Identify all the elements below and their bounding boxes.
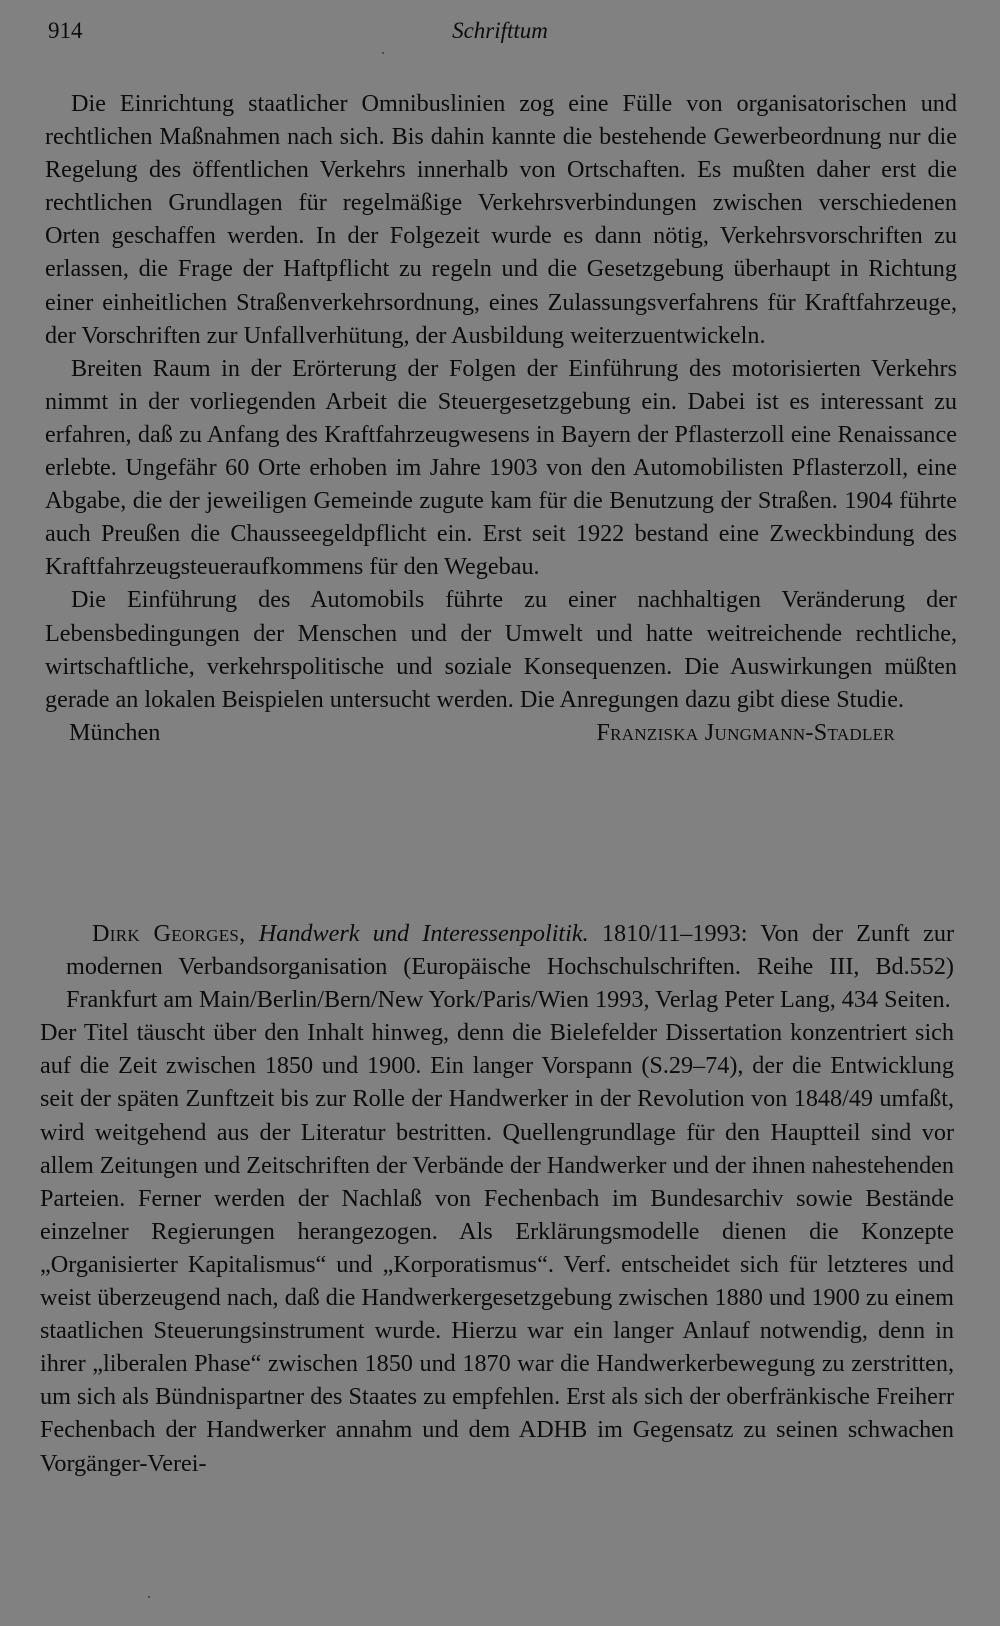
review-paragraph: Die Einführung des Automobils führte zu einer nachhaltigen Veränderung der Lebensbedingungen der Menschen und der Umwelt und hatte weitreichende rechtliche, wirtschaftliche, verkehrspolitische und soziale Konsequenzen. Die Auswirkungen müßten gerade an lokalen Beispielen untersucht werden. Die Anregungen dazu gibt diese Studie. bbox=[45, 586, 957, 713]
running-head bbox=[48, 18, 952, 52]
reviewer-name: Franziska Jungmann-Stadler bbox=[596, 718, 895, 746]
scan-speck bbox=[148, 1596, 150, 1598]
review-paragraph: Die Einrichtung staatlicher Omnibuslinien zog eine Fülle von organisatorischen und rechtlichen Maßnahmen nach sich. Bis dahin kannte die bestehende Gewerbeordnung nur die Regelung des öffentlichen Verkehrs innerhalb von Ortschaften. Es mußten daher erst die rechtlichen Grundlagen für regelmäßige Verkehrsverbindungen zwischen verschiedenen Orten geschaffen werden. In der Folgezeit wurde es dann nötig, Verkehrsvorschriften zu erlassen, die Frage der Haftpflicht zu regeln und die Gesetzgebung überhaupt in Richtung einer einheitlichen Straßenverkehrsordnung, eines Zulassungsverfahrens für Kraftfahrzeuge, der Vorschriften zur Unfallverhütung, der Ausbildung weiterzuentwickeln. bbox=[45, 90, 957, 349]
review-continuation bbox=[45, 87, 957, 749]
section-title: Schrifttum bbox=[452, 18, 548, 43]
book-details: 1810/11–1993: Von der Zunft zur modernen Verbandsorganisation (Europäische Hochschulschriften. Reihe III, Bd.552) Frankfurt am Main/Berlin/Bern/New York/Paris/Wien 1993, Verlag Peter Lang, 434 Seiten. bbox=[66, 920, 955, 1014]
review-place: München bbox=[69, 718, 161, 746]
review-paragraph: Der Titel täuscht über den Inhalt hinweg, denn die Bielefelder Dissertation konzentriert sich auf die Zeit zwischen 1850 und 1900. Ein langer Vorspann (S.29–74), der die Entwicklung seit der späten Zunftzeit bis zur Rolle der Handwerker in der Revolution von 1848/49 umfaßt, wird weitgehend aus der Literatur bestritten. Quellengrundlage für den Hauptteil sind vor allem Zeitungen und Zeitschriften der Verbände der Handwerker und der ihnen nahestehenden Parteien. Ferner werden der Nachlaß von Fechenbach im Bundesarchiv sowie Bestände einzelner Regierungen herangezogen. Als Erklärungsmodelle dienen die Konzepte „Organisierter Kapitalismus“ und „Korporatismus“. Verf. entscheidet sich für letzteres und weist überzeugend nach, daß die Handwerkergesetzgebung zwischen 1880 und 1900 zu einem staatlichen Steuerungsinstrument wurde. Hierzu war ein langer Anlauf notwendig, denn in ihrer „liberalen Phase“ zwischen 1850 und 1870 war die Handwerkerbewegung zu zerstritten, um sich als Bündnispartner des Staates zu empfehlen. Erst als sich der oberfränkische Freiherr Fechenbach der Handwerker annahm und dem ADHB im Gegensatz zu seinen schwachen Vorgänger-Verei- bbox=[40, 1019, 954, 1477]
scan-speck bbox=[382, 52, 384, 54]
book-review bbox=[40, 917, 954, 1480]
review-signature bbox=[45, 716, 957, 749]
review-paragraph: Breiten Raum in der Erörterung der Folgen der Einführung des motorisierten Verkehrs nimmt in der vorliegenden Arbeit die Steuergesetzgebung ein. Dabei ist es interessant zu erfahren, daß zu Anfang des Kraftfahrzeugwesens in Bayern der Pflasterzoll eine Renaissance erlebte. Ungefähr 60 Orte erhoben im Jahre 1903 von den Automobilisten Pflasterzoll, eine Abgabe, die der jeweiligen Gemeinde zugute kam für die Benutzung der Straßen. 1904 führte auch Preußen die Chausseegeldpflicht ein. Erst seit 1922 bestand eine Zweckbindung des Kraftfahrzeugsteueraufkommens für den Wegebau. bbox=[45, 354, 957, 581]
page-number: 914 bbox=[48, 18, 83, 43]
bibliographic-entry bbox=[40, 917, 954, 1016]
book-author: Dirk Georges, bbox=[92, 920, 246, 947]
book-title: Handwerk und Interessenpolitik. bbox=[258, 920, 589, 947]
